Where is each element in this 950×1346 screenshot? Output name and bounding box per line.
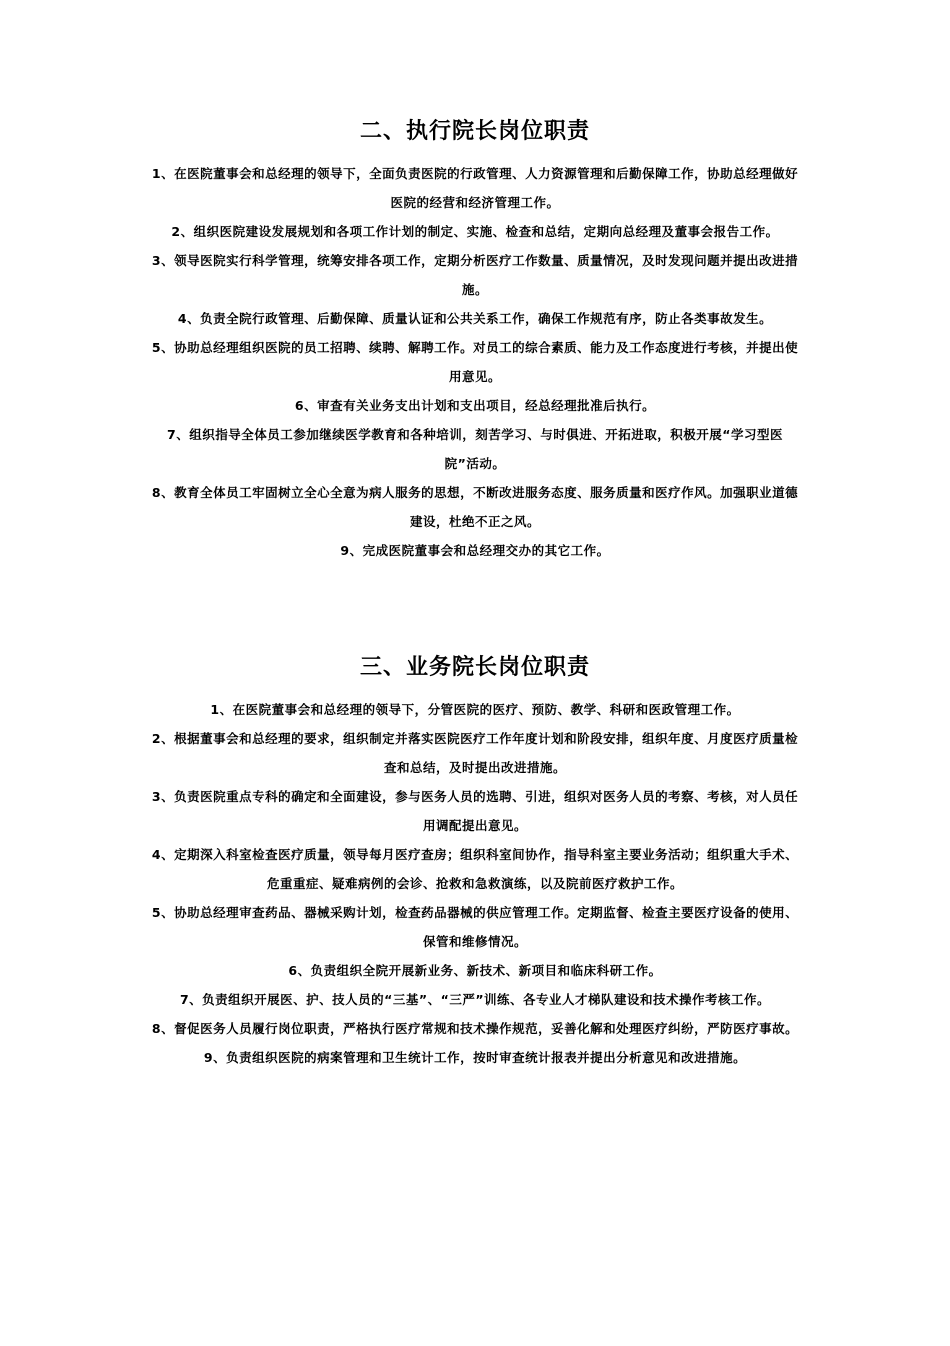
duty-item: 9、负责组织医院的病案管理和卫生统计工作，按时审查统计报表并提出分析意见和改进措施。 xyxy=(203,1050,747,1065)
duty-item: 4、负责全院行政管理、后勤保障、质量认证和公共关系工作，确保工作规范有序，防止各类事故发生。 xyxy=(177,311,773,326)
section-executive-president xyxy=(150,116,800,565)
duty-item: 8、教育全体员工牢固树立全心全意为病人服务的思想，不断改进服务态度、服务质量和医疗作风。加强职业道德建设，杜绝不正之风。 xyxy=(151,485,799,529)
section-title: 三、业务院长岗位职责 xyxy=(359,655,590,680)
section-title: 二、执行院长岗位职责 xyxy=(359,119,590,144)
duty-item: 2、组织医院建设发展规划和各项工作计划的制定、实施、检查和总结，定期向总经理及董事会报告工作。 xyxy=(171,224,779,239)
duty-item: 3、领导医院实行科学管理，统筹安排各项工作，定期分析医疗工作数量、质量情况，及时发现问题并提出改进措施。 xyxy=(151,253,799,297)
duty-item: 5、协助总经理组织医院的员工招聘、续聘、解聘工作。对员工的综合素质、能力及工作态度进行考核，并提出使用意见。 xyxy=(151,340,799,384)
section-medical-president xyxy=(150,652,800,1072)
duty-item: 6、负责组织全院开展新业务、新技术、新项目和临床科研工作。 xyxy=(288,963,662,978)
duty-item: 7、负责组织开展医、护、技人员的“三基”、“三严”训练、各专业人才梯队建设和技术操作考核工作。 xyxy=(179,992,771,1007)
duty-item: 1、在医院董事会和总经理的领导下，全面负责医院的行政管理、人力资源管理和后勤保障工作，协助总经理做好医院的经营和经济管理工作。 xyxy=(151,166,799,210)
duty-item: 3、负责医院重点专科的确定和全面建设，参与医务人员的选聘、引进，组织对医务人员的考察、考核，对人员任用调配提出意见。 xyxy=(151,789,799,833)
duty-item: 8、督促医务人员履行岗位职责，严格执行医疗常规和技术操作规范，妥善化解和处理医疗纠纷，严防医疗事故。 xyxy=(151,1021,799,1036)
duty-item: 1、在医院董事会和总经理的领导下，分管医院的医疗、预防、教学、科研和医政管理工作。 xyxy=(210,702,740,717)
duty-item: 5、协助总经理审查药品、器械采购计划，检查药品器械的供应管理工作。定期监督、检查主要医疗设备的使用、保管和维修情况。 xyxy=(151,905,799,949)
duty-item: 9、完成医院董事会和总经理交办的其它工作。 xyxy=(340,543,610,558)
duty-item: 4、定期深入科室检查医疗质量，领导每月医疗查房；组织科室间协作，指导科室主要业务活动；组织重大手术、危重重症、疑难病例的会诊、抢救和急救演练，以及院前医疗救护工作。 xyxy=(151,847,799,891)
duty-item: 2、根据董事会和总经理的要求，组织制定并落实医院医疗工作年度计划和阶段安排，组织年度、月度医疗质量检查和总结，及时提出改进措施。 xyxy=(151,731,799,775)
duty-item: 7、组织指导全体员工参加继续医学教育和各种培训，刻苦学习、与时俱进、开拓进取，积极开展“学习型医院”活动。 xyxy=(167,427,783,471)
duty-item: 6、审查有关业务支出计划和支出项目，经总经理批准后执行。 xyxy=(294,398,656,413)
